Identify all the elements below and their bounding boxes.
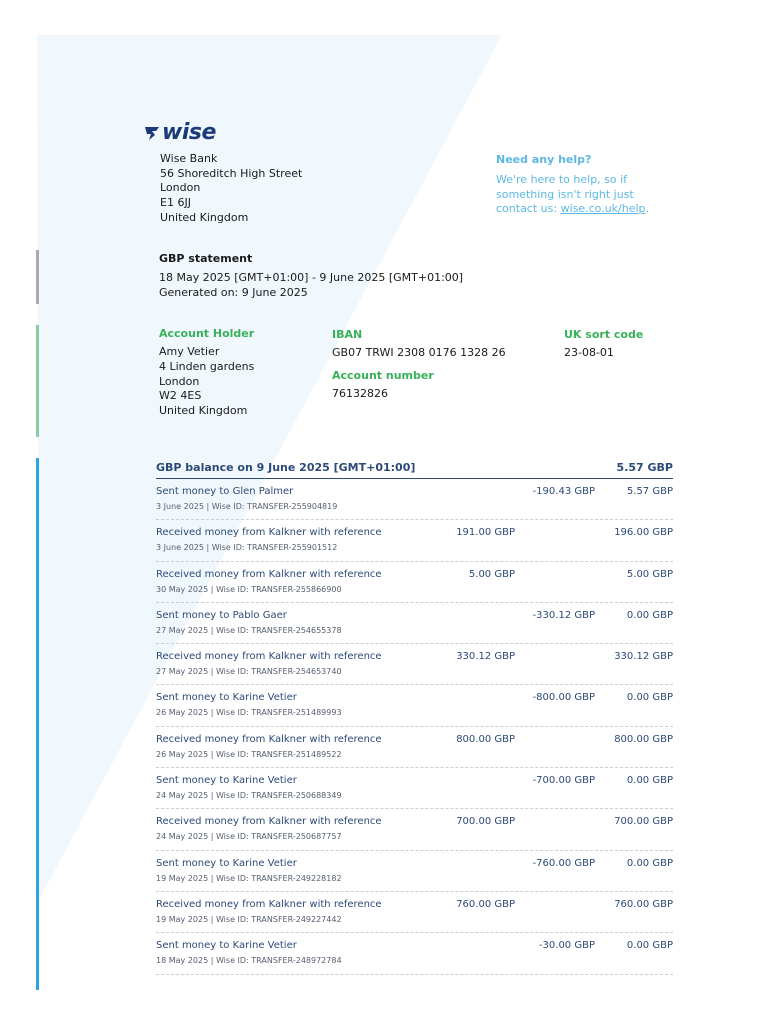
transaction-incoming: 800.00 GBP — [456, 733, 515, 745]
help-line-prefix: contact us: — [496, 202, 561, 216]
account-number-block — [332, 369, 434, 402]
transaction-balance: 0.00 GBP — [626, 775, 673, 787]
balance-amount: 5.57 GBP — [616, 460, 673, 474]
table-row — [156, 520, 673, 561]
help-line-suffix: . — [645, 202, 650, 216]
transactions-table — [156, 456, 673, 975]
transaction-balance: 5.00 GBP — [626, 568, 673, 580]
transaction-balance: 0.00 GBP — [626, 692, 673, 704]
balance-label: GBP balance on 9 June 2025 [GMT+01:00] — [156, 460, 416, 474]
transaction-description: Received money from Kalkner with reference — [156, 651, 382, 663]
transaction-balance: 0.00 GBP — [626, 940, 673, 952]
section-accent-bar — [36, 325, 39, 437]
transaction-incoming: 700.00 GBP — [456, 816, 515, 828]
transaction-description: Sent money to Karine Vetier — [156, 775, 297, 787]
table-row — [156, 892, 673, 933]
bank-address — [160, 152, 302, 226]
bank-address-line: 56 Shoreditch High Street — [160, 166, 303, 180]
transaction-balance: 196.00 GBP — [614, 527, 673, 539]
help-box — [496, 153, 696, 217]
account-holder — [159, 327, 254, 419]
section-accent-bar — [36, 250, 39, 304]
transaction-outgoing: -330.12 GBP — [532, 609, 595, 621]
bank-address-line: E1 6JJ — [160, 196, 191, 210]
table-row — [156, 851, 673, 892]
transaction-balance: 330.12 GBP — [614, 651, 673, 663]
help-line: something isn't right just — [496, 187, 634, 201]
account-holder-address — [159, 345, 254, 419]
account-holder-line: London — [159, 374, 200, 388]
transaction-incoming: 330.12 GBP — [456, 651, 515, 663]
help-line: We're here to help, so if — [496, 173, 628, 186]
account-number-label: Account number — [332, 369, 434, 382]
account-holder-line: W2 4ES — [159, 389, 202, 403]
help-body — [496, 173, 696, 217]
bank-address-line: United Kingdom — [160, 210, 249, 224]
account-holder-line: Amy Vetier — [159, 345, 220, 358]
statement-title: GBP statement — [159, 252, 253, 265]
sort-code-block — [564, 328, 643, 361]
bank-address-line: Wise Bank — [160, 152, 218, 165]
account-holder-label: Account Holder — [159, 327, 255, 340]
transaction-description: Sent money to Karine Vetier — [156, 940, 297, 952]
transaction-outgoing: -760.00 GBP — [532, 857, 595, 869]
table-row — [156, 727, 673, 768]
table-row — [156, 603, 673, 644]
transaction-description: Received money from Kalkner with reference — [156, 898, 382, 910]
transaction-meta: 19 May 2025 | Wise ID: TRANSFER-249227442 — [156, 914, 342, 924]
account-number-value: 76132826 — [332, 387, 388, 400]
wise-logo — [144, 121, 216, 145]
iban-block — [332, 328, 506, 361]
section-accent-bar — [36, 458, 39, 990]
transaction-incoming: 5.00 GBP — [468, 568, 515, 580]
table-row — [156, 933, 673, 974]
logo-text: wise — [162, 120, 216, 145]
transaction-incoming: 760.00 GBP — [456, 898, 515, 910]
transaction-meta: 3 June 2025 | Wise ID: TRANSFER-255901512 — [156, 543, 338, 553]
transaction-description: Received money from Kalkner with reference — [156, 816, 382, 828]
transaction-outgoing: -30.00 GBP — [538, 940, 595, 952]
transaction-meta: 3 June 2025 | Wise ID: TRANSFER-255904819 — [156, 502, 338, 511]
transaction-outgoing: -800.00 GBP — [532, 692, 595, 704]
help-line — [496, 202, 696, 217]
transaction-balance: 800.00 GBP — [614, 733, 673, 745]
transaction-meta: 24 May 2025 | Wise ID: TRANSFER-250687757 — [156, 832, 342, 842]
transaction-meta: 18 May 2025 | Wise ID: TRANSFER-248972784 — [156, 956, 342, 966]
transaction-balance: 700.00 GBP — [614, 816, 673, 828]
transaction-description: Sent money to Pablo Gaer — [156, 609, 287, 621]
help-link[interactable]: wise.co.uk/help — [560, 202, 646, 216]
iban-value: GB07 TRWI 2308 0176 1328 26 — [332, 346, 506, 359]
table-row — [156, 768, 673, 809]
transaction-balance: 5.57 GBP — [626, 486, 673, 497]
help-title: Need any help? — [496, 153, 592, 166]
statement-generated: Generated on: 9 June 2025 — [159, 285, 308, 299]
transaction-balance: 0.00 GBP — [626, 857, 673, 869]
iban-label: IBAN — [332, 328, 363, 341]
transaction-description: Sent money to Glen Palmer — [156, 486, 294, 497]
table-row — [156, 479, 673, 520]
transaction-balance: 760.00 GBP — [614, 898, 673, 910]
wise-flag-icon — [144, 125, 160, 141]
transaction-list — [156, 479, 673, 975]
bank-address-line: London — [160, 181, 201, 195]
transaction-meta: 24 May 2025 | Wise ID: TRANSFER-250688349 — [156, 791, 342, 801]
transaction-balance: 0.00 GBP — [626, 609, 673, 621]
account-holder-line: United Kingdom — [159, 404, 248, 418]
sort-code-label: UK sort code — [564, 328, 644, 341]
sort-code-value: 23-08-01 — [564, 346, 614, 359]
transaction-outgoing: -190.43 GBP — [532, 486, 595, 497]
transaction-meta: 26 May 2025 | Wise ID: TRANSFER-251489993 — [156, 708, 342, 718]
statement-header — [159, 252, 463, 300]
table-row — [156, 809, 673, 850]
transaction-description: Sent money to Karine Vetier — [156, 692, 297, 704]
transaction-incoming: 191.00 GBP — [456, 527, 515, 539]
transaction-description: Received money from Kalkner with reference — [156, 568, 382, 580]
transaction-outgoing: -700.00 GBP — [532, 775, 595, 787]
transaction-meta: 27 May 2025 | Wise ID: TRANSFER-254653740 — [156, 667, 342, 677]
transaction-meta: 27 May 2025 | Wise ID: TRANSFER-254655378 — [156, 625, 342, 635]
table-row — [156, 644, 673, 685]
balance-header — [156, 456, 673, 479]
table-row — [156, 562, 673, 603]
transaction-description: Received money from Kalkner with reference — [156, 733, 382, 745]
statement-period: 18 May 2025 [GMT+01:00] - 9 June 2025 [GMT+01:00] — [159, 271, 464, 284]
account-holder-line: 4 Linden gardens — [159, 359, 255, 373]
transaction-meta: 19 May 2025 | Wise ID: TRANSFER-249228182 — [156, 873, 342, 883]
table-row — [156, 685, 673, 726]
transaction-description: Sent money to Karine Vetier — [156, 857, 297, 869]
transaction-meta: 26 May 2025 | Wise ID: TRANSFER-251489522 — [156, 749, 342, 759]
transaction-meta: 30 May 2025 | Wise ID: TRANSFER-255866900 — [156, 584, 342, 594]
transaction-description: Received money from Kalkner with reference — [156, 527, 382, 539]
